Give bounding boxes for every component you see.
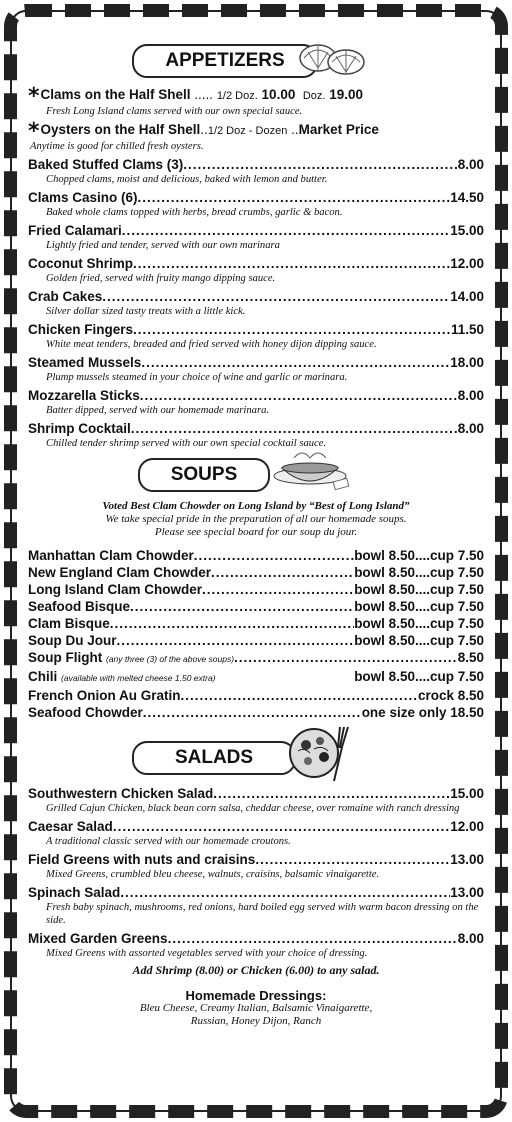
clam-shell-icon bbox=[296, 38, 370, 78]
soups-award-note: Voted Best Clam Chowder on Long Island by “Best of Long Island” bbox=[102, 500, 410, 512]
item-desc: Baked whole clams topped with herbs, bread crumbs, garlic & bacon. bbox=[46, 207, 343, 218]
leader-dots bbox=[120, 884, 450, 901]
leader-dots bbox=[133, 321, 451, 338]
leader-dots bbox=[130, 598, 354, 615]
item-desc: Batter dipped, served with our homemade marinara. bbox=[46, 405, 270, 416]
item-name: Southwestern Chicken Salad bbox=[28, 786, 214, 801]
soup-name: Manhattan Clam Chowder bbox=[28, 548, 194, 563]
item-price: 15.00 bbox=[450, 786, 484, 801]
soup-flight-row: Soup Flight (any three (3) of the above soups) ..... 8.50 bbox=[28, 649, 484, 668]
leader-dots bbox=[122, 222, 450, 239]
soup-list bbox=[28, 547, 484, 649]
item-name: Coconut Shrimp bbox=[28, 256, 133, 271]
item-name: Fried Calamari bbox=[28, 223, 122, 238]
dressings-line-2: Russian, Honey Dijon, Ranch bbox=[190, 1015, 322, 1027]
soup-price: bowl 8.50....cup 7.50 bbox=[354, 633, 484, 648]
menu-item bbox=[28, 156, 484, 173]
leader-dots bbox=[133, 255, 450, 272]
item-name: Mozzarella Sticks bbox=[28, 388, 140, 403]
leader-dots bbox=[255, 851, 450, 868]
leader-dots bbox=[168, 930, 458, 947]
star-icon: * bbox=[28, 119, 40, 144]
menu-item bbox=[28, 255, 484, 272]
item-price: 18.00 bbox=[450, 355, 484, 370]
soup-name: Seafood Bisque bbox=[28, 599, 131, 614]
salad-bowl-icon bbox=[284, 723, 354, 783]
leader-dots bbox=[141, 354, 450, 371]
leader-dots bbox=[110, 615, 354, 632]
item-desc: Mixed Greens, crumbled bleu cheese, walnuts, craisins, balsamic vinaigarette. bbox=[46, 869, 380, 880]
leader-dots bbox=[213, 785, 450, 802]
menu-item bbox=[28, 818, 484, 835]
leader-dots bbox=[194, 547, 354, 564]
item-price: 8.00 bbox=[457, 157, 484, 172]
soup-row bbox=[28, 632, 484, 649]
french-onion-row: French Onion Au Gratin ..... crock 8.50 bbox=[28, 687, 484, 704]
menu-item bbox=[28, 387, 484, 404]
item-name: Mixed Garden Greens bbox=[28, 931, 168, 946]
menu-item bbox=[28, 354, 484, 371]
appetizers-title: APPETIZERS bbox=[132, 44, 318, 78]
item-price: 11.50 bbox=[450, 322, 484, 337]
item-price: 14.00 bbox=[450, 289, 484, 304]
leader-dots bbox=[211, 564, 354, 581]
item-name: Caesar Salad bbox=[28, 819, 113, 834]
soups-note-2: Please see special board for our soup du jour. bbox=[154, 526, 358, 538]
salads-title: SALADS bbox=[132, 741, 296, 775]
soup-bowl-icon bbox=[272, 450, 352, 492]
menu-item bbox=[28, 785, 484, 802]
item-price: 8.00 bbox=[457, 388, 484, 403]
soup-name: Long Island Clam Chowder bbox=[28, 582, 203, 597]
salad-list bbox=[28, 785, 484, 960]
clams-half-shell-desc: Fresh Long Island clams served with our own special sauce. bbox=[46, 106, 303, 117]
item-price: 15.00 bbox=[450, 223, 484, 238]
salads-header bbox=[28, 741, 484, 775]
chili-row: Chili (available with melted cheese 1.50 extra) bowl 8.50....cup 7.50 bbox=[28, 669, 484, 684]
item-name: Chicken Fingers bbox=[28, 322, 134, 337]
item-desc: Chilled tender shrimp served with our own special cocktail sauce. bbox=[46, 438, 327, 449]
menu-item bbox=[28, 420, 484, 437]
item-desc: Golden fried, served with fruity mango dipping sauce. bbox=[46, 273, 276, 284]
clams-half-shell-item: * Clams on the Half Shell ..... 1/2 Doz. 10.00 Doz. 19.00 bbox=[28, 84, 364, 109]
soup-price: bowl 8.50....cup 7.50 bbox=[354, 548, 484, 563]
menu-item bbox=[28, 321, 484, 338]
soup-price: bowl 8.50....cup 7.50 bbox=[354, 616, 484, 631]
dressings-line-1: Bleu Cheese, Creamy Italian, Balsamic Vinaigarette, bbox=[139, 1002, 373, 1014]
item-name: Field Greens with nuts and craisins bbox=[28, 852, 256, 867]
leader-dots bbox=[202, 581, 354, 598]
item-desc: Grilled Cajun Chicken, black bean corn salsa, cheddar cheese, over romaine with ranch dressing bbox=[46, 803, 460, 814]
soup-row bbox=[28, 547, 484, 564]
appetizer-list bbox=[28, 156, 484, 450]
soup-price: bowl 8.50....cup 7.50 bbox=[354, 565, 484, 580]
item-price: 14.50 bbox=[450, 190, 484, 205]
soup-name: Clam Bisque bbox=[28, 616, 110, 631]
item-desc: Mixed Greens with assorted vegetables served with your choice of dressing. bbox=[46, 948, 368, 959]
item-price: 12.00 bbox=[450, 819, 484, 834]
seafood-chowder-row: Seafood Chowder ..... one size only 18.50 bbox=[28, 704, 484, 721]
menu-item bbox=[28, 851, 484, 868]
soup-name: New England Clam Chowder bbox=[28, 565, 212, 580]
soups-note-1: We take special pride in the preparation of all our homemade soups. bbox=[105, 513, 407, 525]
item-price: 13.00 bbox=[450, 852, 484, 867]
item-desc: Plump mussels steamed in your choice of wine and garlic or marinara. bbox=[46, 372, 348, 383]
dressings-title: Homemade Dressings: bbox=[185, 988, 327, 1003]
leader-dots bbox=[113, 818, 450, 835]
item-name: Steamed Mussels bbox=[28, 355, 142, 370]
item-name: Shrimp Cocktail bbox=[28, 421, 131, 436]
item-desc: Chopped clams, moist and delicious, baked with lemon and butter. bbox=[46, 174, 328, 185]
item-desc: Lightly fried and tender, served with our own marinara bbox=[46, 240, 280, 251]
soup-price: bowl 8.50....cup 7.50 bbox=[354, 582, 484, 597]
menu-item bbox=[28, 189, 484, 206]
soup-row bbox=[28, 581, 484, 598]
soups-title: SOUPS bbox=[138, 458, 270, 492]
salad-add-on: Add Shrimp (8.00) or Chicken (6.00) to any salad. bbox=[132, 963, 380, 977]
menu-item bbox=[28, 288, 484, 305]
leader-dots bbox=[131, 420, 458, 437]
menu-item bbox=[28, 930, 484, 947]
soups-header bbox=[28, 458, 484, 492]
item-desc: A traditional classic served with our homemade croutons. bbox=[46, 836, 291, 847]
item-desc: Silver dollar sized tasty treats with a little kick. bbox=[46, 306, 246, 317]
soup-row bbox=[28, 564, 484, 581]
soup-price: bowl 8.50....cup 7.50 bbox=[354, 599, 484, 614]
item-price: 13.00 bbox=[450, 885, 484, 900]
leader-dots bbox=[140, 387, 458, 404]
item-desc: Fresh baby spinach, mushrooms, red onions, hard boiled egg served with warm bacon dressing on the side. bbox=[46, 902, 479, 926]
oysters-half-shell-desc: Anytime is good for chilled fresh oysters. bbox=[30, 141, 204, 152]
soup-row bbox=[28, 615, 484, 632]
leader-dots bbox=[102, 288, 450, 305]
soup-name: Soup Du Jour bbox=[28, 633, 117, 648]
appetizers-header bbox=[28, 44, 484, 78]
leader-dots bbox=[183, 156, 457, 173]
leader-dots bbox=[138, 189, 451, 206]
menu-item bbox=[28, 884, 484, 901]
soup-row bbox=[28, 598, 484, 615]
star-icon: * bbox=[28, 84, 40, 109]
leader-dots bbox=[117, 632, 355, 649]
item-name: Baked Stuffed Clams (3) bbox=[28, 157, 184, 172]
menu-content bbox=[28, 28, 484, 1028]
item-price: 12.00 bbox=[450, 256, 484, 271]
item-desc: White meat tenders, breaded and fried served with honey dijon dipping sauce. bbox=[46, 339, 377, 350]
menu-item bbox=[28, 222, 484, 239]
oysters-half-shell-item: * Oysters on the Half Shell .. 1/2 Doz - Dozen .. Market Price bbox=[28, 119, 379, 144]
item-price: 8.00 bbox=[457, 421, 484, 436]
item-name: Crab Cakes bbox=[28, 289, 103, 304]
item-name: Spinach Salad bbox=[28, 885, 121, 900]
item-name: Clams Casino (6) bbox=[28, 190, 138, 205]
item-price: 8.00 bbox=[457, 931, 484, 946]
